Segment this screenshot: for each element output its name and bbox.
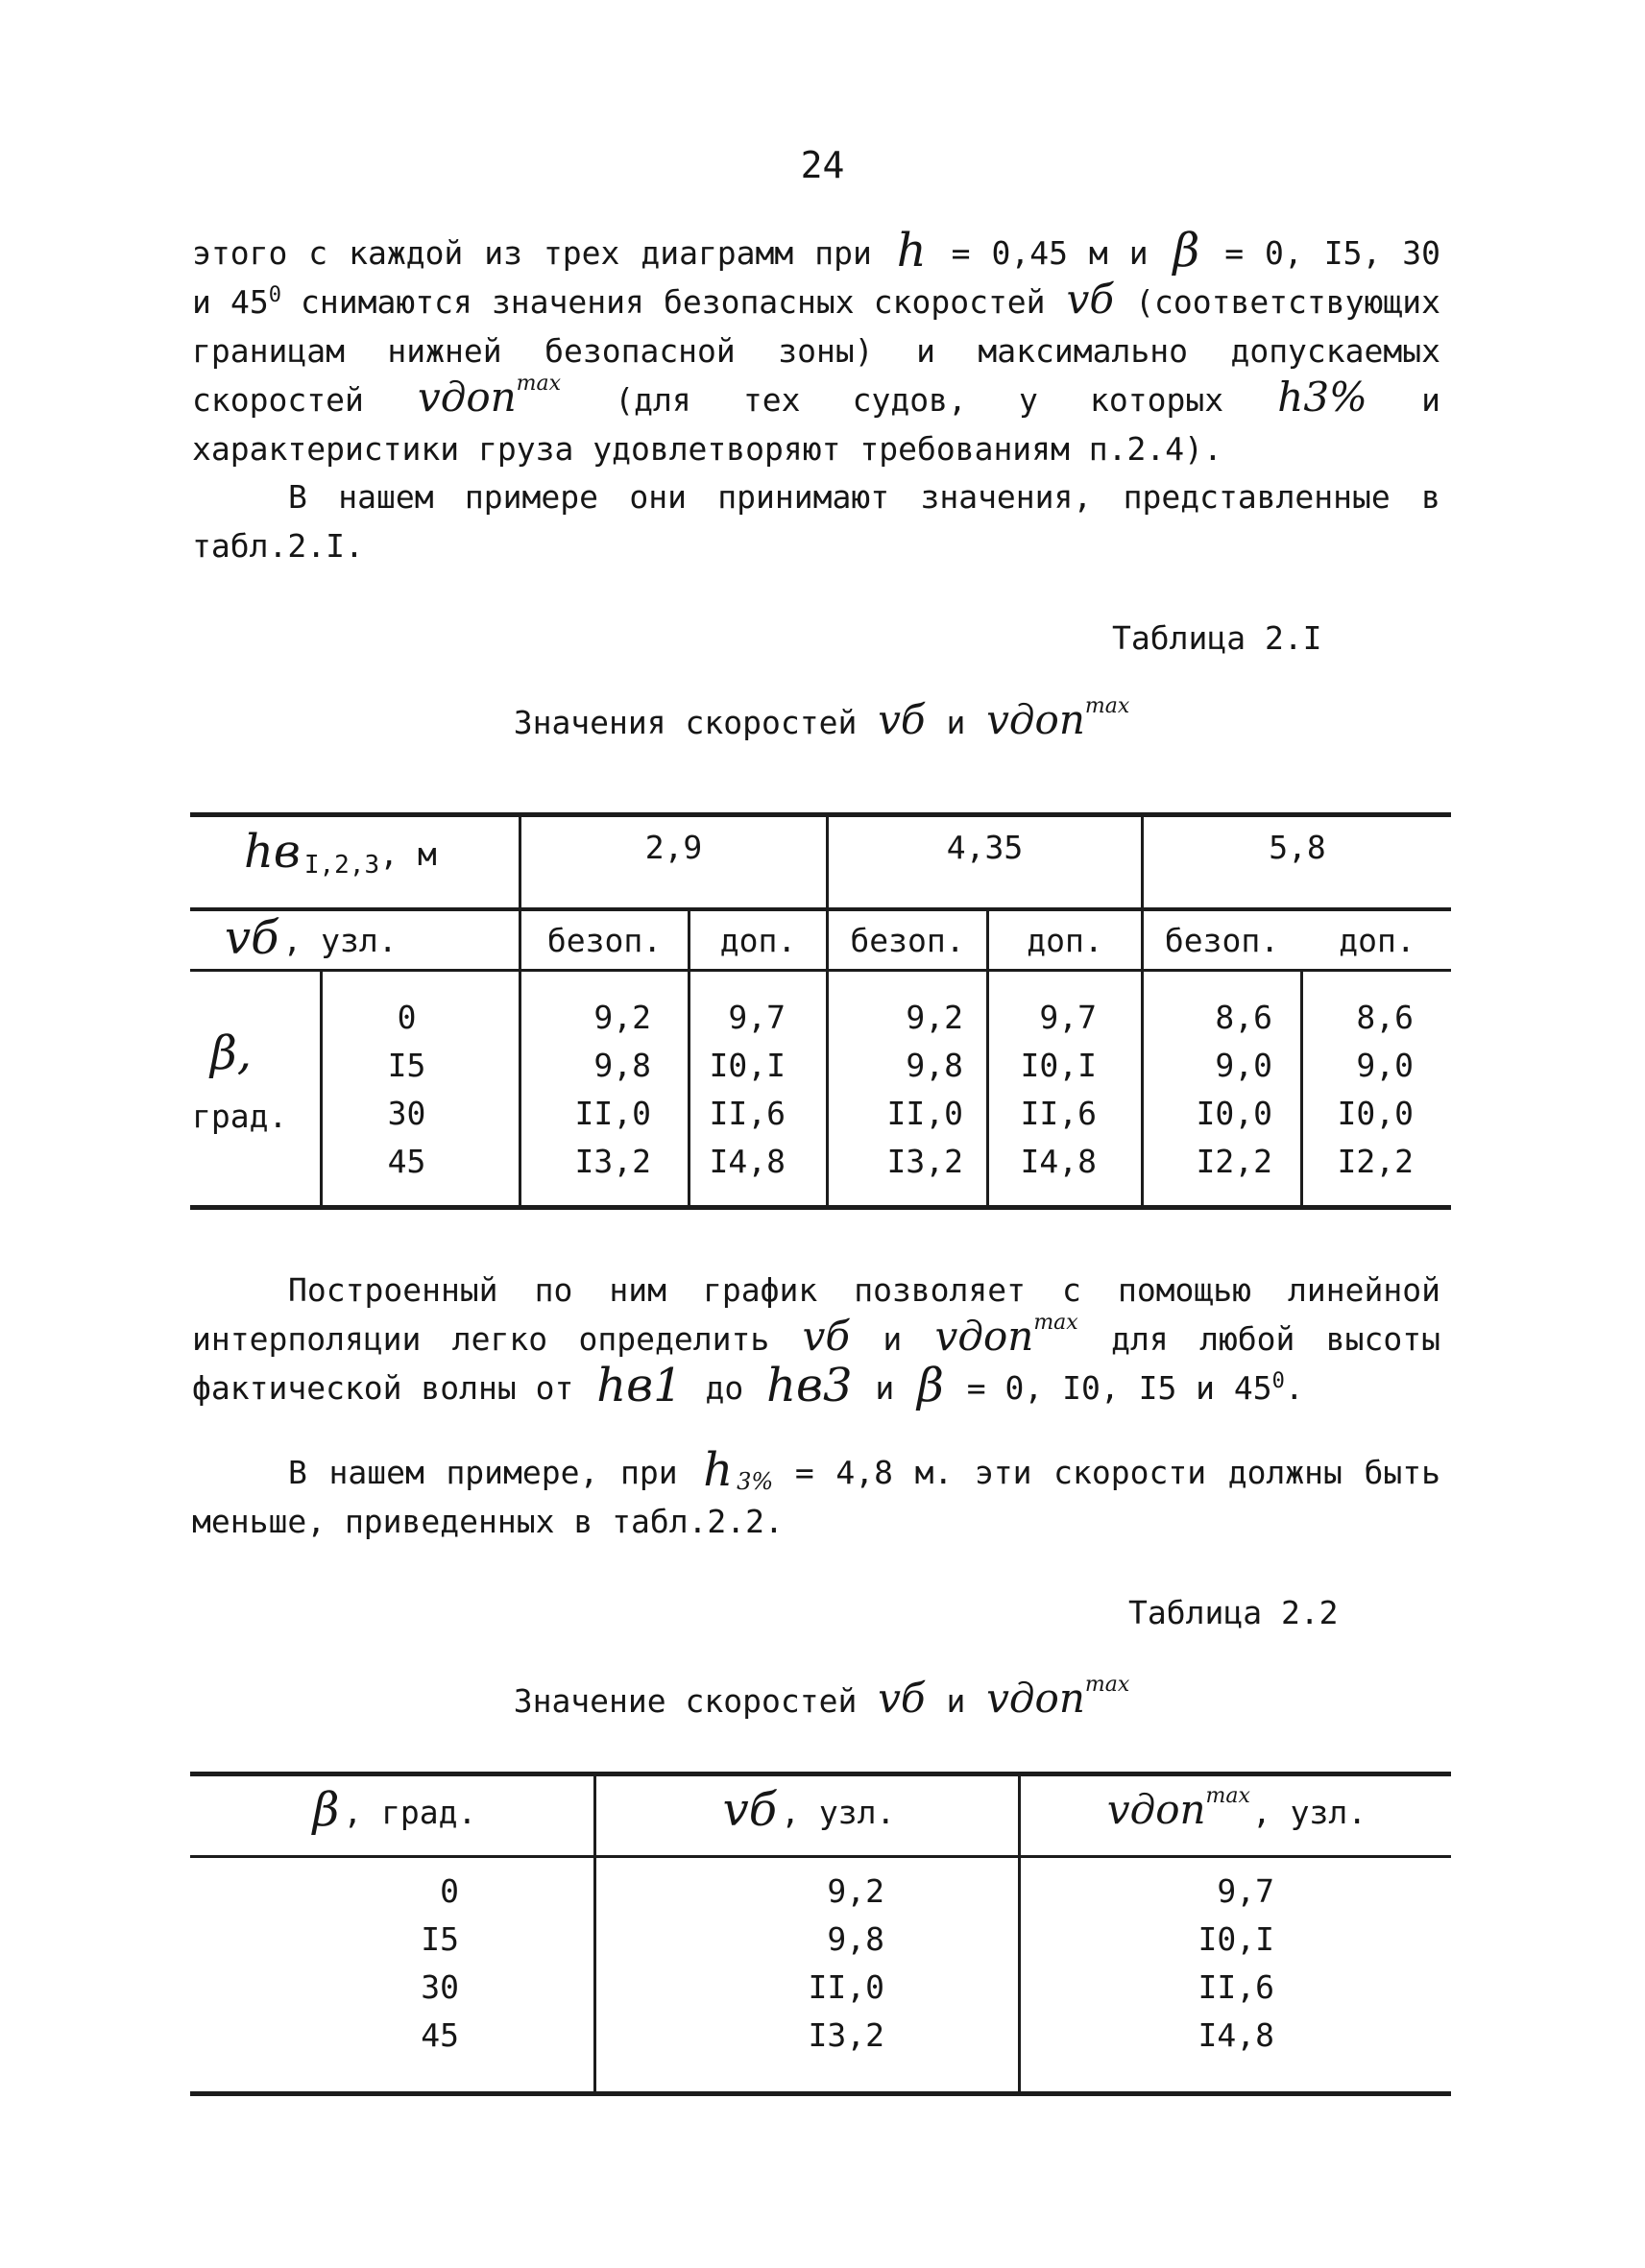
max-speed-symbol [1105, 1786, 1252, 1833]
angle-cell: 30 [421, 1968, 459, 2006]
table-2-2-label: Таблица 2.2 [1128, 1594, 1339, 1631]
value-cell: 9,2 [593, 999, 651, 1036]
text-segment: для любой высоты фактической волны от [192, 1320, 1441, 1407]
max-superscript: max [1033, 1311, 1078, 1335]
wave-height-symbol: h [896, 224, 927, 277]
value-cell: II,0 [886, 1095, 963, 1132]
table-rule [190, 1205, 1451, 1210]
max-speed-symbol [984, 696, 1131, 743]
value-cell: I2,2 [1337, 1143, 1414, 1180]
table-rule [190, 1855, 1451, 1858]
header-speed [221, 911, 398, 965]
group-header: 4,35 [946, 829, 1024, 866]
value-cell: 8,6 [1356, 999, 1414, 1036]
caption-and: и [946, 1682, 966, 1720]
text-segment: этого с каждой из трех диаграмм при [192, 234, 872, 272]
value-cell: 9,2 [906, 999, 963, 1036]
value-cell: I3,2 [808, 2016, 884, 2054]
value-cell: II,0 [808, 1968, 884, 2006]
beta-symbol: β [1173, 224, 1200, 277]
value-cell: I0,0 [1337, 1095, 1414, 1132]
angle-cell: 45 [387, 1143, 426, 1180]
safe-speed-symbol: vб [878, 696, 926, 743]
value-cell: II,0 [574, 1095, 651, 1132]
max-speed-symbol [933, 1313, 1080, 1360]
value-cell: I4,8 [1197, 2016, 1274, 2054]
value-cell: I0,I [1197, 1920, 1274, 1958]
max-speed-base: vдоп [986, 696, 1085, 743]
degree-label: град. [192, 1098, 288, 1135]
wave-height-subscript: I,2,3 [303, 851, 380, 880]
table-rule [190, 907, 1451, 911]
header-wave-height [240, 825, 437, 880]
subheader: доп. [1027, 922, 1103, 959]
value-cell: I4,8 [1020, 1143, 1097, 1180]
table-2-1-label: Таблица 2.I [1112, 619, 1322, 657]
max-speed-base: vдоп [986, 1675, 1085, 1722]
wave-height-symbol: h [703, 1443, 734, 1497]
safe-speed-symbol: vб [225, 911, 279, 965]
text-segment: и [883, 1320, 903, 1358]
h3-symbol: h3% [1277, 374, 1367, 421]
angle-cell: 30 [387, 1095, 426, 1132]
beta-label [206, 1026, 255, 1080]
header-max-speed [1021, 1784, 1451, 1833]
beta-symbol: β [917, 1359, 944, 1412]
subheader: доп. [1339, 922, 1415, 959]
angle-cell: 0 [440, 1872, 459, 1910]
text-segment: = 0, I0, I5 и 45 [966, 1369, 1272, 1407]
value-cell: I0,0 [1196, 1095, 1272, 1132]
value-cell: 9,0 [1356, 1047, 1414, 1084]
header-unit: , узл. [282, 922, 398, 959]
value-cell: II,6 [709, 1095, 786, 1132]
wave-height-h3-symbol: hв3 [766, 1359, 853, 1412]
wave-height-subscript: 3% [737, 1468, 774, 1495]
value-cell: 9,7 [728, 999, 786, 1036]
group-header: 5,8 [1269, 829, 1326, 866]
caption-text: Значение скоростей [513, 1682, 858, 1720]
text-segment: (для тех судов, у которых [615, 381, 1224, 419]
text-segment: снимаются значения безопасных скоростей [301, 283, 1046, 321]
page-number: 24 [800, 144, 845, 186]
table-rule [190, 969, 1451, 972]
table-rule [190, 2091, 1451, 2096]
safe-speed-symbol: vб [802, 1313, 850, 1360]
value-cell: 9,8 [906, 1047, 963, 1084]
safe-speed-symbol: vб [1066, 276, 1115, 323]
text-segment: и характеристики груза удовлетворяют требованиям п.2.4). [192, 381, 1441, 468]
value-cell: I2,2 [1196, 1143, 1272, 1180]
header-unit: , узл. [1251, 1794, 1367, 1831]
table-rule [190, 812, 1451, 817]
degree-superscript: 0 [1271, 1369, 1285, 1393]
paragraph-graph [192, 1266, 1440, 1412]
text-segment: . [1284, 1369, 1304, 1407]
value-cell: II,6 [1197, 1968, 1274, 2006]
value-cell: I3,2 [886, 1143, 963, 1180]
subheader: безоп. [850, 922, 965, 959]
text-segment: = 0, I5, 30 и 45 [192, 234, 1440, 321]
subheader: безоп. [546, 922, 663, 959]
header-safe-speed [596, 1783, 1018, 1837]
max-speed-base: vдоп [934, 1313, 1034, 1360]
max-speed-base: vдоп [417, 374, 517, 421]
angle-cell: I5 [387, 1047, 426, 1084]
subheader: доп. [719, 922, 797, 959]
beta-symbol: β [312, 1783, 340, 1837]
beta-symbol: β, [210, 1026, 253, 1080]
angle-cell: I5 [421, 1920, 459, 1958]
max-speed-symbol [984, 1675, 1131, 1722]
subheader: безоп. [1164, 922, 1280, 959]
max-superscript: max [1084, 1673, 1130, 1697]
text-segment: (соответствующих границам нижней безопасной зоны) и максимально допускаемых скоростей [192, 283, 1440, 419]
header-angle [192, 1783, 593, 1837]
caption-and: и [946, 704, 966, 741]
wave-height-symbol: hв [244, 825, 301, 879]
paragraph-intro [192, 224, 1441, 473]
value-cell: 9,7 [1039, 999, 1097, 1036]
header-unit: , м [379, 835, 437, 873]
safe-speed-symbol: vб [722, 1783, 778, 1837]
value-cell: 8,6 [1215, 999, 1272, 1036]
safe-speed-symbol: vб [878, 1675, 926, 1722]
max-superscript: max [1205, 1784, 1250, 1808]
text-segment: и [875, 1369, 895, 1407]
text-segment: до [705, 1369, 744, 1407]
wave-height-h1-symbol: hв1 [596, 1359, 683, 1412]
value-cell: 9,2 [827, 1872, 884, 1910]
value-cell: I0,I [709, 1047, 786, 1084]
header-unit: , град. [343, 1794, 477, 1831]
group-header: 2,9 [644, 829, 703, 866]
value-cell: I3,2 [574, 1143, 651, 1180]
text-segment: Построенный по ним график позволяет с помощью линейной интерполяции легко определить [192, 1271, 1440, 1358]
max-speed-base: vдоп [1106, 1786, 1206, 1833]
paragraph-example: В нашем примере они принимают значения, представленные в табл.2.I. [192, 478, 1440, 565]
value-cell: 9,0 [1215, 1047, 1272, 1084]
table-2-1-caption [0, 694, 1645, 743]
value-cell: 9,8 [827, 1920, 884, 1958]
text-segment: = 0,45 м и [951, 234, 1149, 272]
max-superscript: max [1084, 694, 1130, 718]
value-cell: I0,I [1020, 1047, 1097, 1084]
text-segment: В нашем примере, при [288, 1454, 678, 1491]
table-2-2-caption [0, 1673, 1645, 1722]
value-cell: I4,8 [709, 1143, 786, 1180]
header-unit: , узл. [781, 1794, 896, 1831]
angle-cell: 0 [397, 999, 417, 1036]
paragraph-example-2 [192, 1443, 1440, 1546]
caption-text: Значения скоростей [513, 704, 858, 741]
value-cell: 9,7 [1217, 1872, 1274, 1910]
value-cell: 9,8 [593, 1047, 651, 1084]
max-speed-symbol [416, 374, 563, 421]
table-rule [190, 1772, 1451, 1776]
value-cell: II,6 [1020, 1095, 1097, 1132]
angle-cell: 45 [421, 2016, 459, 2054]
max-superscript: max [516, 372, 562, 396]
degree-superscript: 0 [268, 283, 281, 307]
text-segment: = 4,8 м. эти скорости должны быть меньше, приведенных в табл.2.2. [192, 1454, 1440, 1540]
